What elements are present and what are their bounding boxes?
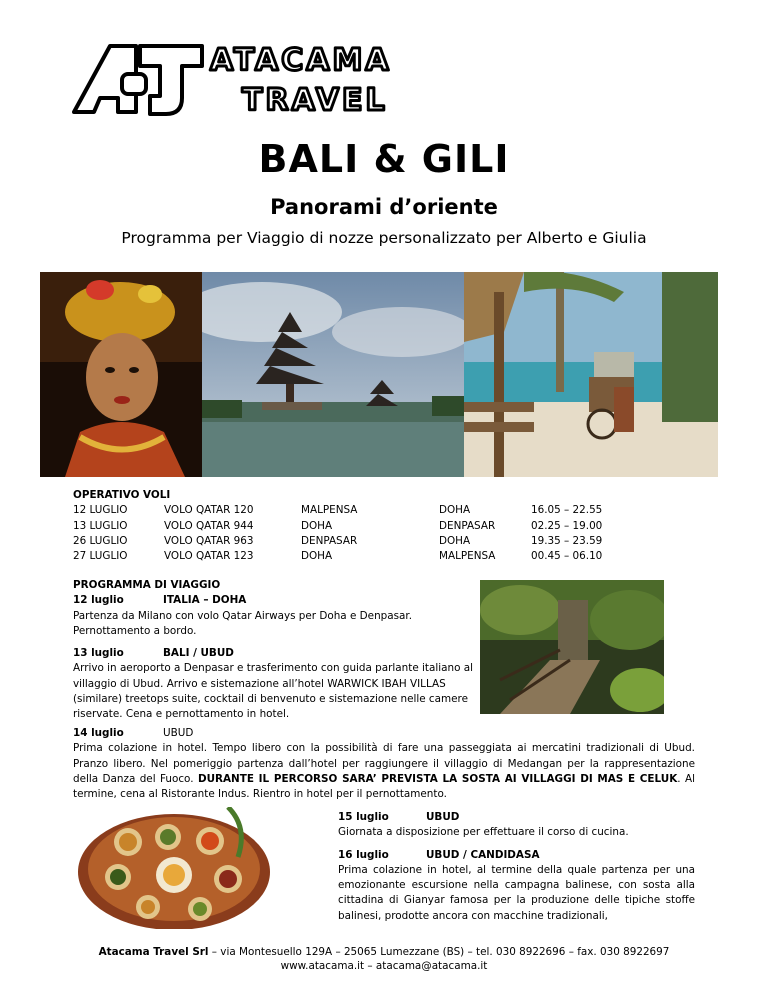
flight-destination: DOHA [439,504,471,517]
flight-time: 19.35 – 23.59 [531,534,603,547]
flight-number: VOLO QATAR 123 [164,550,254,563]
jungle-bridge-photo [480,580,664,714]
flight-row [73,519,633,534]
day-place: UBUD / CANDIDASA [426,848,540,861]
day-description: Partenza da Milano con volo Qatar Airways per Doha e Denpasar. Pernottamento a bordo. [73,609,413,637]
day-place: UBUD [426,811,460,823]
day-heading [338,848,695,863]
day-14-section [73,726,695,802]
water-temple-photo [202,272,464,477]
footer-company: Atacama Travel Srl [98,946,209,958]
flight-destination: DOHA [439,534,471,547]
day-heading [73,726,695,741]
svg-text:ATACAMA: ATACAMA [210,43,392,78]
day-bold-text: DURANTE IL PERCORSO SARA’ PREVISTA LA SOSTA AI VILLAGGI DI MAS E CELUK [197,772,678,785]
program-section [73,578,473,723]
flight-row [73,534,633,549]
flight-origin: DOHA [301,550,333,563]
flight-date: 12 LUGLIO [73,504,128,517]
page-footer [0,945,768,973]
day-text: Prima colazione in hotel. Tempo libero con la possibilità di fare una passeggiata ai mercatini tradizionali di Ubud. Pranzo libero. Nel pomeriggio partenza dall’hotel per raggiungere il villaggio di Medangan per la rappresentazione della Danza del Fuoco. [73,742,695,785]
flight-time: 16.05 – 22.55 [531,504,603,517]
day-heading [73,593,473,608]
flight-destination: DENPASAR [439,519,496,532]
day-date: 13 luglio [73,647,124,660]
flight-origin: MALPENSA [301,504,358,517]
program-heading: PROGRAMMA DI VIAGGIO [73,579,221,591]
atacama-travel-logo [70,38,430,120]
flight-time: 00.45 – 06.10 [531,550,603,563]
day-heading [338,810,695,825]
flight-number: VOLO QATAR 944 [164,519,254,532]
flight-number: VOLO QATAR 963 [164,534,254,547]
day-place: BALI / UBUD [163,647,234,660]
day-description [73,741,695,802]
flight-time: 02.25 – 19.00 [531,519,603,532]
flight-schedule-heading: OPERATIVO VOLI [73,489,171,501]
day-description: Arrivo in aeroporto a Denpasar e trasferimento con guida parlante italiano al villaggio di Ubud. Arrivo e sistemazione all’hotel WARWICK IBAH VILLAS (similare) treetops suite, cocktail di benvenuto e sistemazione nelle camere riservate. Cena e pernottamento in hotel. [73,662,473,721]
flight-destination: MALPENSA [439,550,496,563]
flight-row [73,503,633,518]
beach-horse-cart-photo [464,272,718,477]
day-text-tail: . Al termine, cena al Ristorante Indus. Rientro in hotel per il pernottamento. [73,772,695,801]
footer-address: – via Montesuello 129A – 25065 Lumezzane (BS) – tel. 030 8922696 – fax. 030 8922697 [208,946,670,958]
day-date: 12 luglio [73,594,124,607]
flight-date: 26 LUGLIO [73,534,128,547]
page-tagline: Programma per Viaggio di nozze personalizzato per Alberto e Giulia [121,229,647,247]
day-description: Giornata a disposizione per effettuare il corso di cucina. [338,826,629,839]
balinese-food-photo [78,807,270,929]
flight-date: 27 LUGLIO [73,550,128,563]
day-date: 15 luglio [338,811,389,823]
day-date: 14 luglio [73,727,124,739]
footer-address-line [0,945,768,959]
flight-schedule [73,488,633,564]
day-place: ITALIA – DOHA [163,594,247,607]
flight-row [73,549,633,564]
day-date: 16 luglio [338,848,389,861]
svg-text:TRAVEL: TRAVEL [242,83,388,118]
page-title: BALI & GILI [258,137,510,181]
program-right-column [338,810,695,924]
balinese-dancer-photo [40,272,202,477]
day-description: Prima colazione in hotel, al termine della quale partenza per una emozionante escursione nella campagna balinese, con sosta alla cittadina di Gianyar famosa per la produzione delle tipiche stoffe balinesi, prodotte ancora con macchine tradizionali, [338,863,695,922]
day-heading [73,646,473,661]
page-subtitle: Panorami d’oriente [270,195,498,219]
flight-number: VOLO QATAR 120 [164,504,254,517]
flight-date: 13 LUGLIO [73,519,128,532]
flight-origin: DENPASAR [301,534,358,547]
flight-origin: DOHA [301,519,333,532]
footer-web: www.atacama.it – atacama@atacama.it [280,960,488,972]
day-place: UBUD [163,727,194,739]
